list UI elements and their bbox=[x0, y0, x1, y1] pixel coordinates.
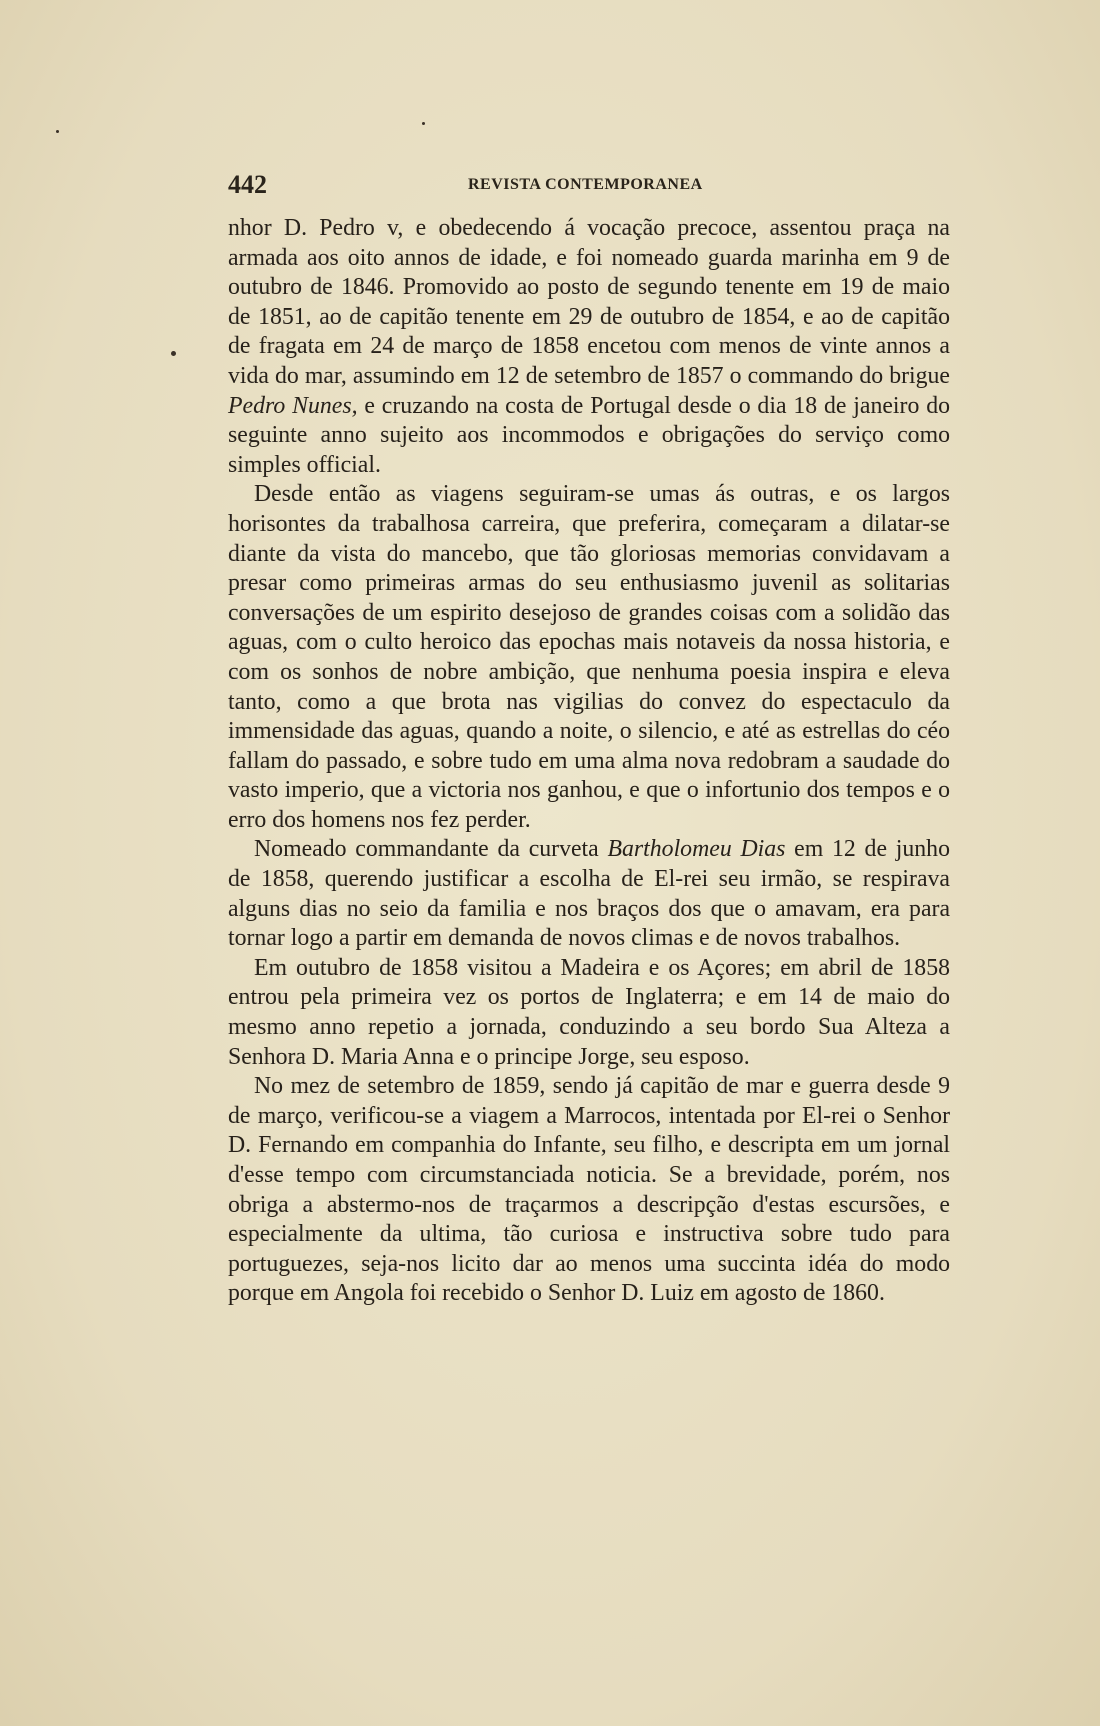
paragraph: Desde então as viagens seguiram-se umas ás outras, e os largos horisontes da trabalhosa carreira, que preferira, começaram a dilatar-se diante da vista do mancebo, que tão gloriosas memorias convidavam a presar como primeiras armas do seu enthusiasmo juvenil as solitarias conversações de um espirito desejoso de grandes coisas com a solidão das aguas, com o culto heroico das epochas mais notaveis da nossa historia, e com os sonhos de nobre ambição, que nenhuma poesia inspira e eleva tanto, como a que brota nas vigilias do convez do espectaculo da immensidade das aguas, quando a noite, o silencio, e até as estrellas do céo fallam do passado, e sobre tudo em uma alma nova redobram a saudade do vasto imperio, que a victoria nos ganhou, e que o infortunio dos tempos e o erro dos homens nos fez perder. bbox=[228, 481, 950, 833]
body-text bbox=[228, 214, 950, 1309]
page-header bbox=[228, 170, 948, 204]
paragraph-text: Nomeado commandante da curveta bbox=[254, 836, 608, 863]
paragraph: Em outubro de 1858 visitou a Madeira e os Açores; em abril de 1858 entrou pela primeira vez os portos de Inglaterra; e em 14 de maio do mesmo anno repetio a jornada, conduzindo a seu bordo Sua Alteza a Senhora D. Maria Anna e o principe Jorge, seu esposo. bbox=[228, 954, 950, 1070]
running-title: REVISTA CONTEMPORANEA bbox=[468, 176, 703, 193]
paragraph bbox=[228, 214, 950, 480]
ship-name: Bartholomeu Dias bbox=[607, 836, 786, 863]
ink-speck bbox=[422, 122, 425, 125]
paragraph-text: nhor D. Pedro v, e obedecendo á vocação precoce, assentou praça na armada aos oito annos de idade, e foi nomeado guarda marinha em 9 de outubro de 1846. Promovido ao posto de segundo tenente em 19 de maio de 1851, ao de capitão tenente em 29 de outubro de 1854, e ao de capitão de fragata em 24 de março de 1858 encetou com menos de vinte annos a vida do mar, assumindo em 12 de setembro de 1857 o commando do brigue bbox=[228, 215, 950, 389]
paragraph-text: e cruzando na costa de Portugal desde o dia 18 de janeiro do seguinte anno sujeito aos incommodos e obrigações do serviço como simples official. bbox=[228, 392, 950, 478]
page-number: 442 bbox=[228, 170, 267, 199]
paragraph-text: em 12 de junho de 1858, querendo justificar a escolha de El-rei seu irmão, se respirava alguns dias no seio da familia e nos braços dos que o amavam, era para tornar logo a partir em demanda de novos climas e de novos trabalhos. bbox=[228, 836, 950, 952]
ship-name: Pedro Nunes, bbox=[228, 392, 358, 419]
ink-speck bbox=[171, 351, 176, 356]
ink-speck bbox=[56, 130, 59, 133]
paragraph: No mez de setembro de 1859, sendo já capitão de mar e guerra desde 9 de março, verificou-se a viagem a Marrocos, intentada por El-rei o Senhor D. Fernando em companhia do Infante, seu filho, e descripta em um jornal d'esse tempo com circumstanciada noticia. Se a brevidade, porém, nos obriga a abstermo-nos de traçarmos a descripção d'estas escursões, e especialmente da ultima, tão curiosa e instructiva sobre tudo para portuguezes, seja-nos licito dar ao menos uma succinta idéa do modo porque em Angola foi recebido o Senhor D. Luiz em agosto de 1860. bbox=[228, 1073, 950, 1307]
paragraph bbox=[228, 835, 950, 953]
